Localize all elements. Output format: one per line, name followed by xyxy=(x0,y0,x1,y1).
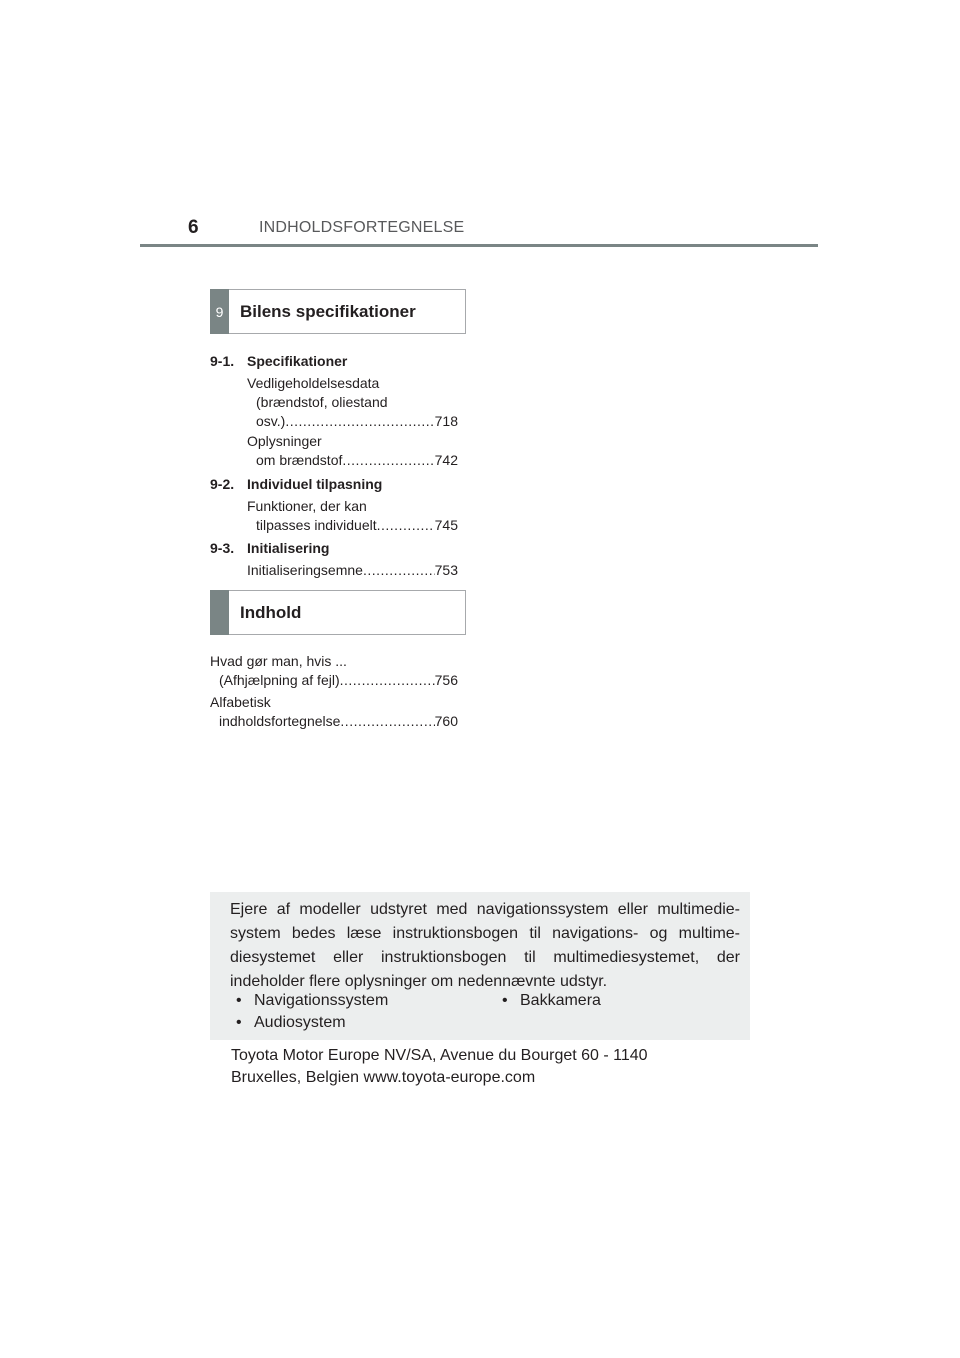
chapter-9-3[interactable] xyxy=(210,539,329,558)
entry-line: Vedligeholdelsesdata xyxy=(247,375,380,391)
section-9-toc xyxy=(210,351,470,583)
page-number: 6 xyxy=(188,217,199,238)
chapter-number: 9-1. xyxy=(210,353,235,369)
bullet-item xyxy=(236,1012,346,1034)
publisher-address xyxy=(231,1045,648,1089)
section-tab xyxy=(210,590,229,635)
chapter-9-2[interactable] xyxy=(210,475,382,494)
entry-line: Hvad gør man, hvis ... xyxy=(210,653,347,669)
bullet-item xyxy=(236,990,388,1012)
toc-entry-funktioner[interactable] xyxy=(247,497,458,535)
bullet-label: Bakkamera xyxy=(520,992,601,1009)
toc-entry-initialiseringsemne[interactable] xyxy=(247,561,458,580)
entry-line: (brændstof, oliestand xyxy=(256,394,388,410)
header-title: INDHOLDSFORTEGNELSE xyxy=(259,219,465,236)
dot-leader xyxy=(377,516,435,535)
indhold-toc xyxy=(210,652,470,732)
indhold-heading xyxy=(210,590,466,635)
section-tab: 9 xyxy=(210,289,229,334)
entry-leader xyxy=(247,412,458,431)
entry-leader xyxy=(247,561,458,580)
dot-leader xyxy=(342,451,434,470)
bullet-dot-icon: • xyxy=(236,1014,242,1031)
entry-leader xyxy=(247,451,458,470)
dot-leader xyxy=(340,671,435,690)
entry-line: Funktioner, der kan xyxy=(247,498,367,514)
page-header xyxy=(140,216,818,246)
page-ref: 745 xyxy=(434,517,458,533)
address-line: Bruxelles, Belgien www.toyota-europe.com xyxy=(231,1069,536,1086)
dot-leader xyxy=(285,412,434,431)
section-title: Bilens specifikationer xyxy=(240,302,416,321)
entry-line: Alfabetisk xyxy=(210,694,271,710)
info-note-box xyxy=(210,892,750,1040)
dot-leader xyxy=(340,712,434,731)
entry-line: indholdsfortegnelse xyxy=(219,713,341,729)
bullet-dot-icon: • xyxy=(236,992,242,1009)
section-9-heading xyxy=(210,289,466,334)
entry-line: osv.) xyxy=(256,413,286,429)
toc-entry-vedligeholdelsesdata[interactable] xyxy=(247,374,458,431)
entry-leader xyxy=(210,712,458,731)
header-divider xyxy=(140,244,818,247)
chapter-title: Specifikationer xyxy=(247,353,348,369)
section-title: Indhold xyxy=(240,603,302,622)
entry-line: om brændstof xyxy=(256,452,343,468)
entry-leader xyxy=(210,671,458,690)
bullet-item xyxy=(502,990,601,1012)
chapter-number: 9-2. xyxy=(210,476,235,492)
page-ref: 756 xyxy=(434,672,458,688)
page-ref: 742 xyxy=(434,452,458,468)
chapter-title: Initialisering xyxy=(247,540,330,556)
address-line: Toyota Motor Europe NV/SA, Avenue du Bourget 60 - 1140 xyxy=(231,1047,648,1064)
entry-line: Initialiseringsemne xyxy=(247,562,363,578)
toc-entry-alfabetisk[interactable] xyxy=(210,693,458,731)
chapter-9-1[interactable] xyxy=(210,352,347,371)
toc-entry-oplysninger[interactable] xyxy=(247,432,458,470)
bullet-label: Navigationssystem xyxy=(254,992,389,1009)
page-ref: 718 xyxy=(434,413,458,429)
entry-line: (Afhjælpning af fejl) xyxy=(219,672,340,688)
page-ref: 760 xyxy=(434,713,458,729)
page-ref: 753 xyxy=(434,562,458,578)
chapter-title: Individuel tilpasning xyxy=(247,476,383,492)
bullet-dot-icon: • xyxy=(502,992,508,1009)
entry-leader xyxy=(247,516,458,535)
bullet-label: Audiosystem xyxy=(254,1014,346,1031)
entry-line: tilpasses individuelt xyxy=(256,517,377,533)
chapter-number: 9-3. xyxy=(210,540,235,556)
dot-leader xyxy=(363,561,435,580)
entry-line: Oplysninger xyxy=(247,433,322,449)
note-text: Ejere af modeller udstyret med navigationssystem eller multimedie-system bedes læse instruktionsbogen til navigations- og multime-diesystemet eller instruktionsbogen til multimediesystemet, der indeholder flere oplysninger om nedennævnte udstyr. xyxy=(230,901,740,990)
toc-entry-hvad-gor-man[interactable] xyxy=(210,652,458,690)
